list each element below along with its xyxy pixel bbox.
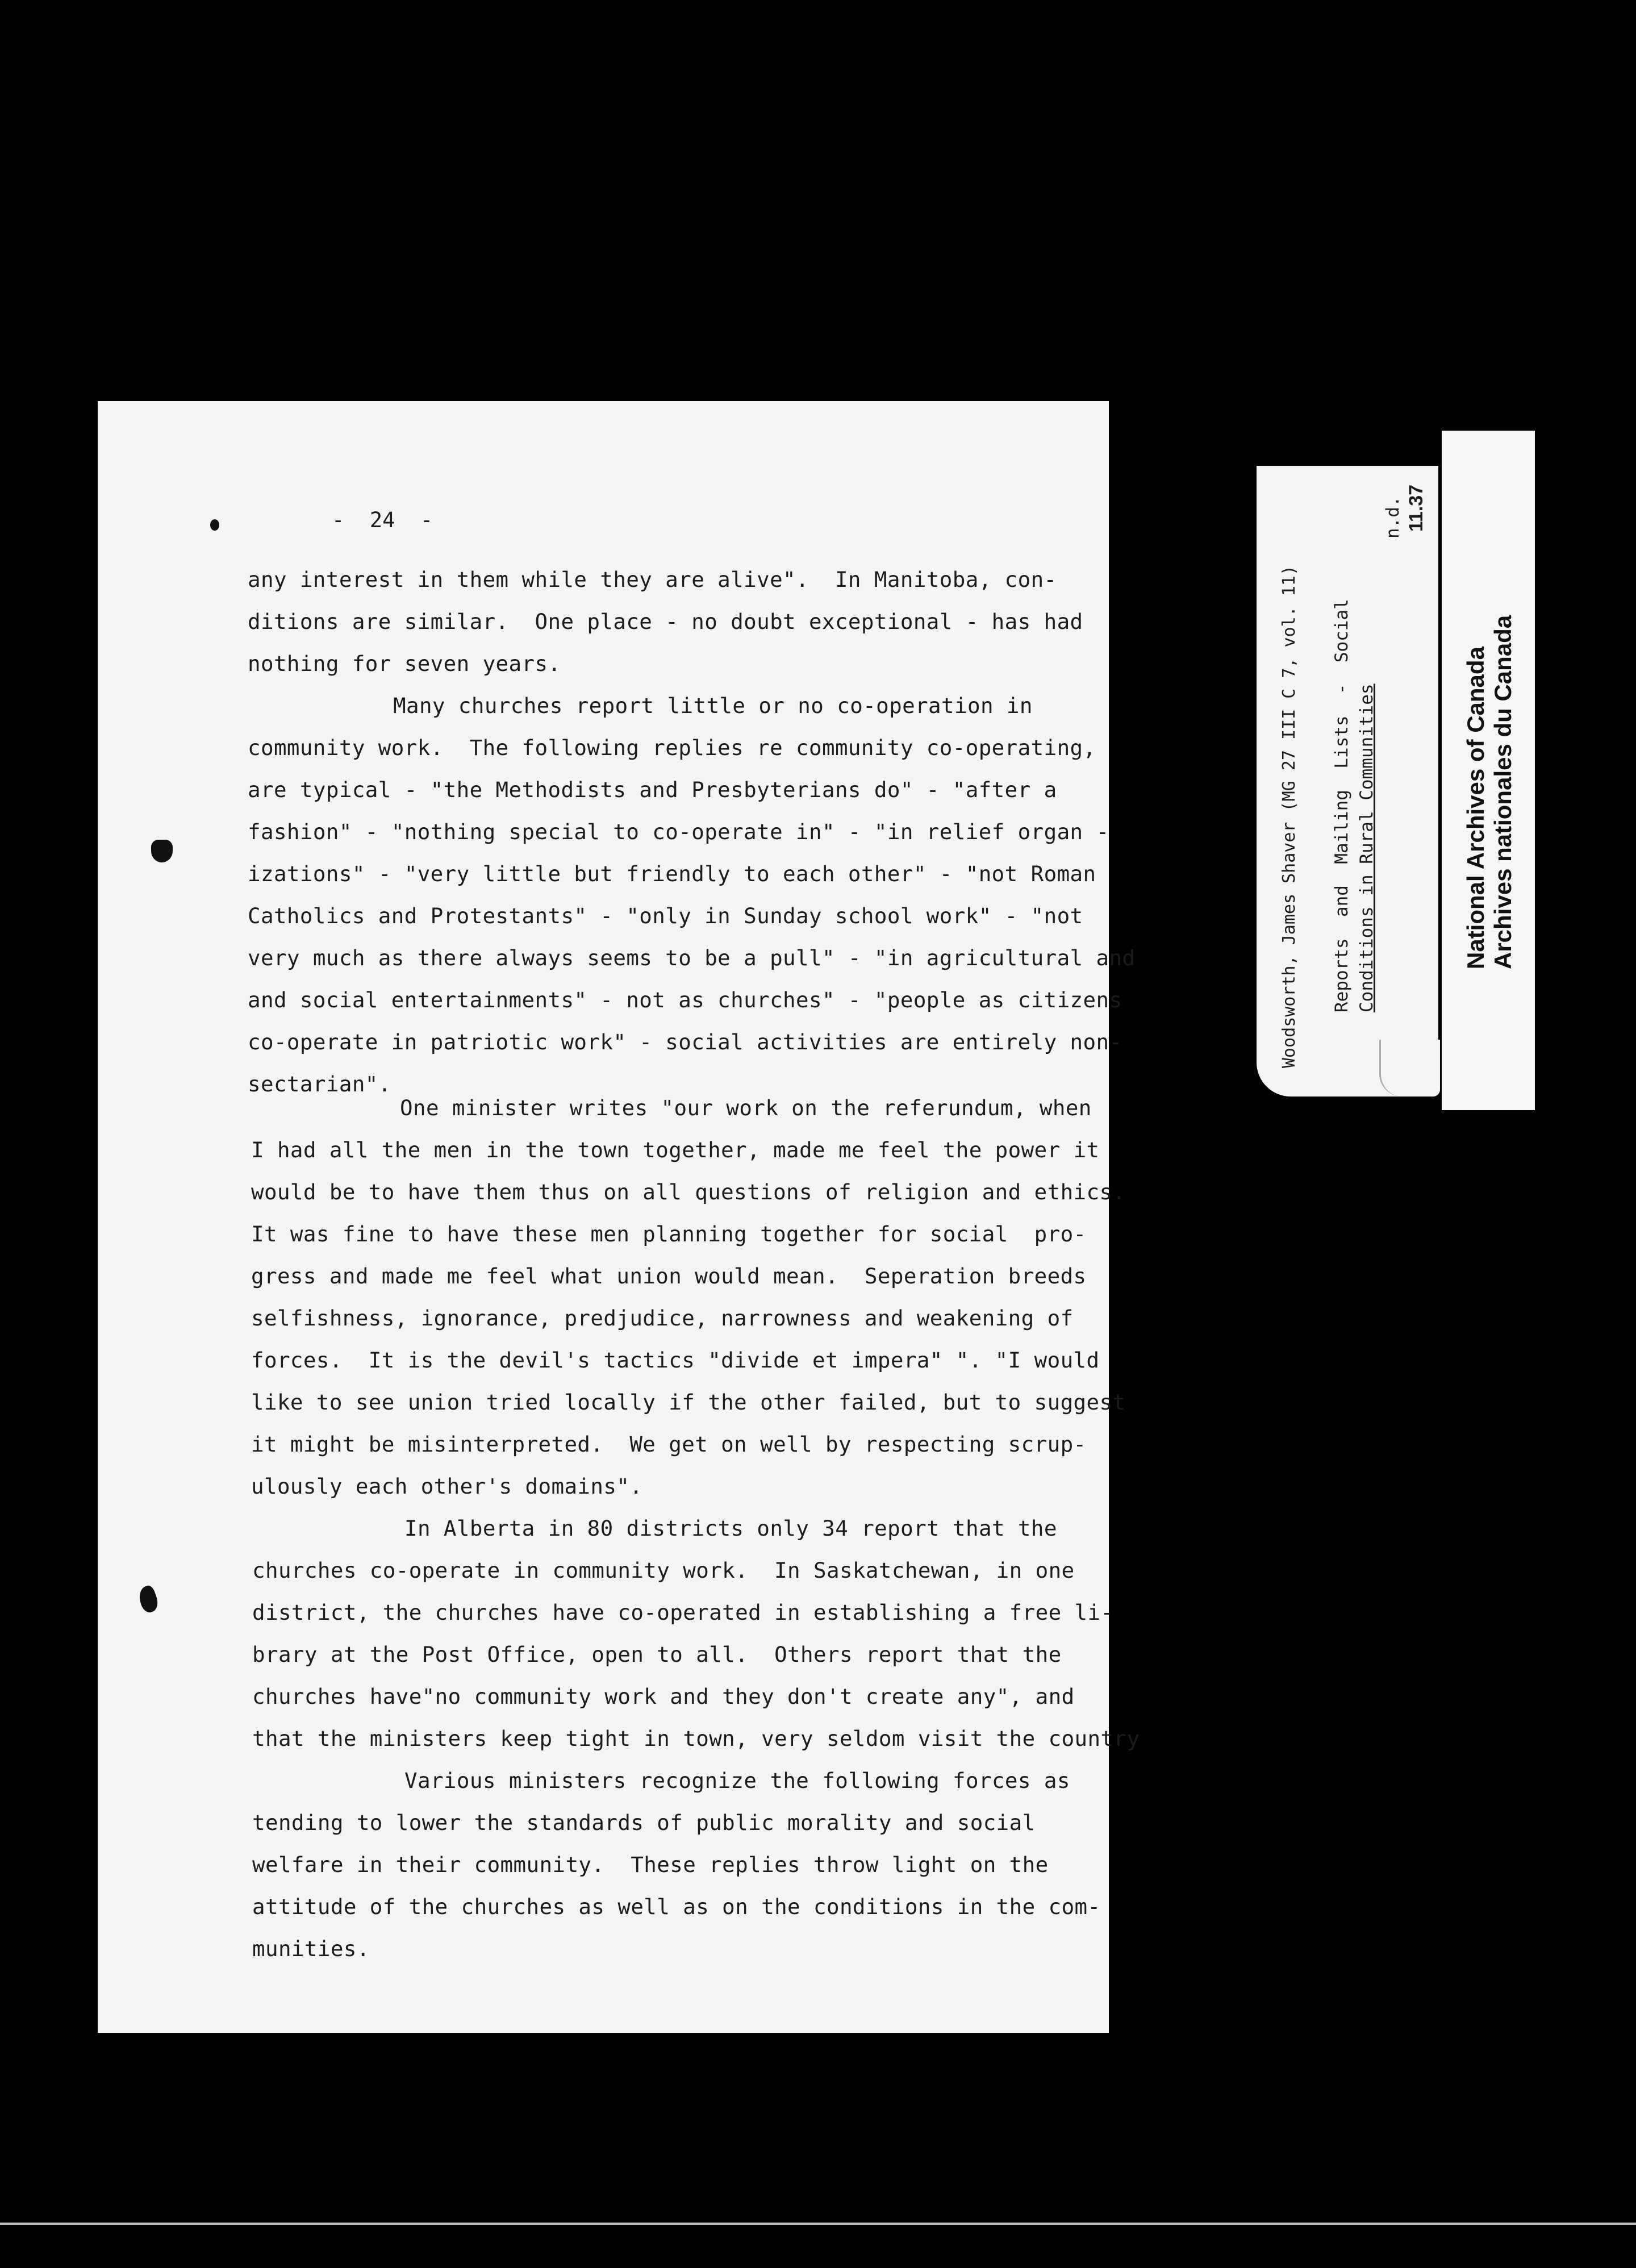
text-line: I had all the men in the town together, made me feel the power it [251,1137,1100,1162]
text-line: gress and made me feel what union would mean. Seperation breeds [251,1264,1087,1289]
text-line: It was fine to have these men planning together for social pro- [251,1221,1087,1246]
text-line: brary at the Post Office, open to all. Others report that the [252,1642,1062,1667]
text-line: would be to have them thus on all questions of religion and ethics. [251,1179,1126,1204]
archives-name-en: National Archives of Canada [1462,647,1489,969]
file-title: Conditions in Rural Communities [1357,683,1377,1012]
film-edge-line [0,2223,1636,2225]
text-line: district, the churches have co-operated in establishing a free li- [252,1600,1114,1625]
text-line: In Alberta in 80 districts only 34 report that the [404,1516,1057,1541]
text-line: munities. [252,1936,370,1961]
text-line: ditions are similar. One place - no doubt exceptional - has had [248,609,1083,634]
file-folder-label [1257,466,1438,1097]
text-line: Many churches report little or no co-operation in [393,693,1033,718]
file-date: n.d. [1383,496,1403,539]
file-number: 11.37 [1405,484,1427,532]
archives-stamp [1442,431,1535,1110]
page-number: - 24 - [332,508,433,532]
text-line: community work. The following replies re community co-operating, [248,735,1096,760]
text-line: sectarian". [248,1072,391,1097]
typed-page [98,401,1140,2033]
text-line: Various ministers recognize the following forces as [404,1768,1070,1793]
punch-hole-mark [151,840,173,862]
text-line: izations" - "very little but friendly to each other" - "not Roman [248,861,1096,886]
series-title: Reports and Mailing Lists - Social [1332,599,1352,1012]
text-line: attitude of the churches as well as on the conditions in the com- [252,1894,1101,1919]
text-line: ulously each other's domains". [251,1474,643,1499]
text-line: One minister writes "our work on the referundum, when [400,1095,1092,1120]
text-line: churches co-operate in community work. In Saskatchewan, in one [252,1558,1075,1583]
text-line: that the ministers keep tight in town, very seldom visit the country [252,1726,1140,1751]
text-line: Catholics and Protestants" - "only in Sunday school work" - "not [248,903,1083,928]
text-line: very much as there always seems to be a pull" - "in agricultural and [248,945,1136,970]
text-line: co-operate in patriotic work" - social activities are entirely non- [248,1029,1122,1054]
text-line: tending to lower the standards of public morality and social [252,1810,1036,1835]
text-line: any interest in them while they are alive". In Manitoba, con- [248,567,1057,592]
text-line: forces. It is the devil's tactics "divide et impera" ". "I would [251,1348,1100,1373]
archives-name-fr: Archives nationales du Canada [1489,615,1516,969]
text-line: fashion" - "nothing special to co-operate in" - "in relief organ - [248,819,1109,844]
text-line: welfare in their community. These replies throw light on the [252,1852,1049,1877]
text-line: selfishness, ignorance, predjudice, narrowness and weakening of [251,1306,1074,1331]
folder-tab [1379,1040,1440,1097]
text-line: and social entertainments" - not as churches" - "people as citizens [248,987,1122,1012]
fonds-reference: Woodsworth, James Shaver (MG 27 III C 7, vol. 11) [1279,565,1299,1068]
text-line: churches have"no community work and they don't create any", and [252,1684,1075,1709]
ink-blot [210,519,219,531]
text-line: like to see union tried locally if the other failed, but to suggest [251,1390,1126,1415]
text-line: are typical - "the Methodists and Presbyterians do" - "after a [248,777,1057,802]
text-line: it might be misinterpreted. We get on well by respecting scrup- [251,1432,1087,1457]
text-line: nothing for seven years. [248,651,561,676]
